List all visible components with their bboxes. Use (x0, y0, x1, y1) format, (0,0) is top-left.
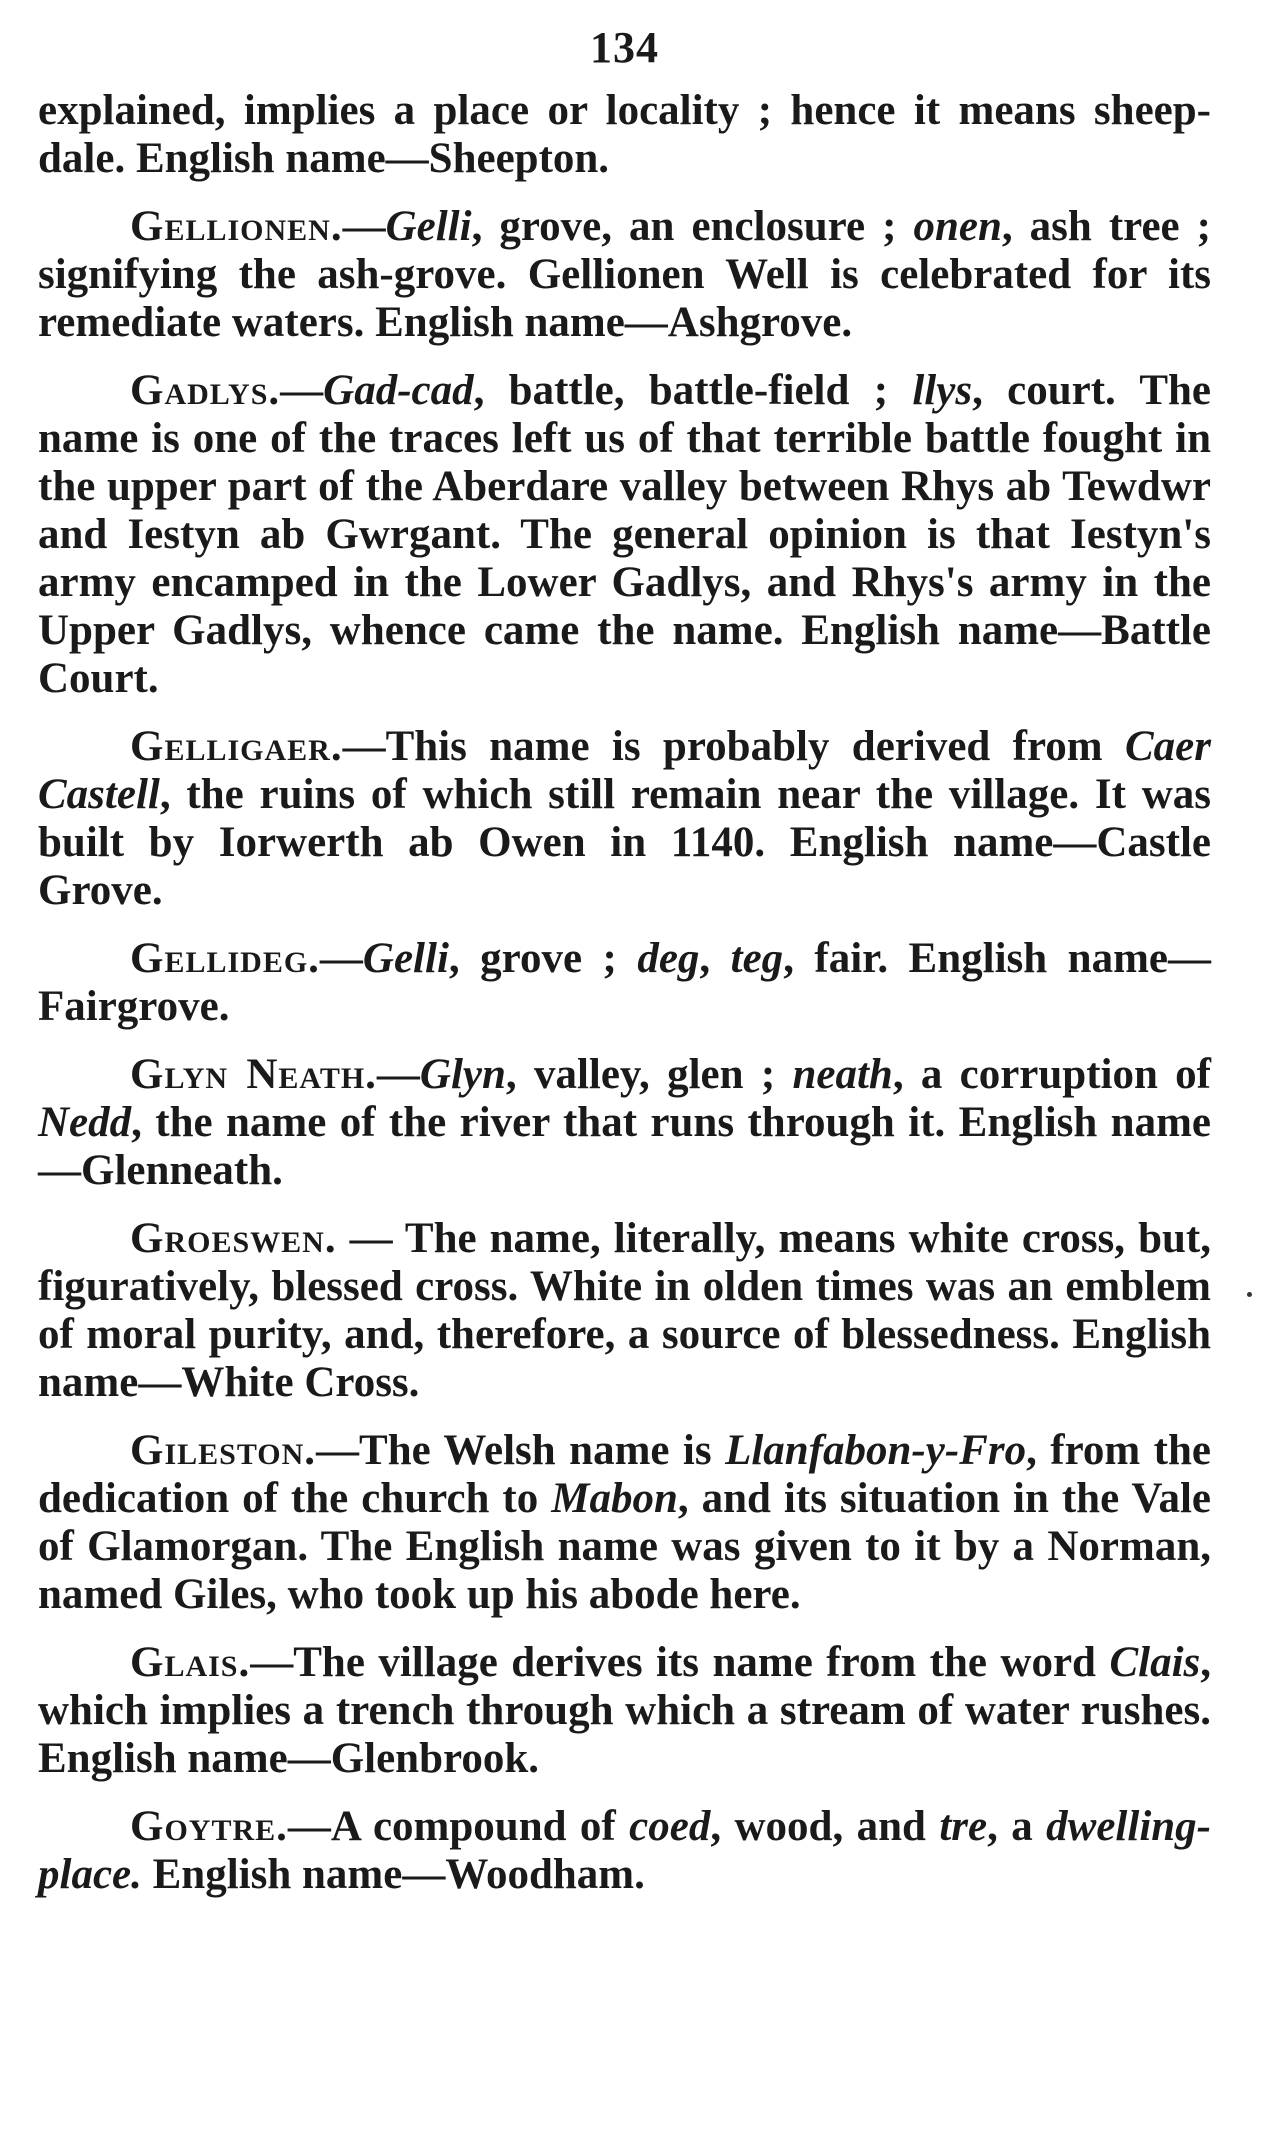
page-body (38, 87, 1211, 1899)
entry-headword: Gellideg. (130, 935, 320, 982)
entry-text: explained, implies a place or locality ; hence it means sheep-dale. English name—Sheepton. (38, 87, 1211, 182)
entry-gellideg (38, 935, 1211, 1031)
entry-text: , a corruption of (892, 1051, 1211, 1098)
entry-headword: Glais. (130, 1639, 251, 1686)
entry-text: , (699, 935, 731, 982)
entry-text: — (376, 1051, 420, 1098)
entry-text: , court. The name is one of the traces left us of that terrible battle fought in the upper part of the Aberdare valley between Rhys ab Tewdwr and Iestyn ab Gwrgant. The general opinion is that Iestyn's army encamped in the Lower Gadlys, and Rhys's army in the Upper Gadlys, whence came the name. English name—Battle Court. (38, 367, 1211, 702)
italic-term: Gad-cad (323, 367, 474, 414)
entry-gelligaer (38, 723, 1211, 915)
italic-term: Gelli (385, 203, 472, 250)
entry-text: —The village derives its name from the word (250, 1639, 1110, 1686)
italic-term: Mabon (551, 1475, 678, 1522)
entry-text: —This name is probably derived from (342, 723, 1125, 770)
entry-headword: Gellionen. (130, 203, 343, 250)
italic-term: tre (939, 1803, 988, 1850)
entry-text: , battle, battle-field ; (473, 367, 913, 414)
entry-headword: Goytre. (130, 1803, 288, 1850)
entry-text: , grove, an enclosure ; (471, 203, 914, 250)
entry-text: —A compound of (287, 1803, 630, 1850)
entry-text: , valley, glen ; (505, 1051, 793, 1098)
entry-text: , fair. English name—Fairgrove. (38, 935, 1211, 1030)
italic-term: teg (730, 935, 784, 982)
print-speck (1247, 1292, 1252, 1297)
italic-term: Caer Castell (38, 723, 1211, 818)
entry-glyn-neath (38, 1051, 1211, 1195)
page-number: 134 (590, 23, 659, 72)
italic-term: llys (912, 367, 973, 414)
entry-text: — The name, literally, means white cross, but, figuratively, blessed cross. White in olden times was an emblem of moral purity, and, therefore, a source of blessedness. English name—White Cross. (38, 1215, 1211, 1406)
entry-text: , a (987, 1803, 1047, 1850)
entry-text: , from the dedication of the church to (38, 1427, 1211, 1522)
entry-groeswen (38, 1215, 1211, 1407)
italic-term: coed (629, 1803, 711, 1850)
italic-term: neath (792, 1051, 893, 1098)
entry-text: — (319, 935, 363, 982)
entry-text: —The Welsh name is (316, 1427, 726, 1474)
italic-term: Clais (1109, 1639, 1201, 1686)
entry-text: , the ruins of which still remain near the village. It was built by Iorwerth ab Owen in 1140. English name—Castle Grove. (38, 771, 1211, 914)
entry-headword: Gelligaer. (130, 723, 343, 770)
italic-term: deg (637, 935, 700, 982)
entry-headword: Glyn Neath. (130, 1051, 377, 1098)
entry-gileston (38, 1427, 1211, 1619)
italic-term: Gelli (362, 935, 449, 982)
entry-glais (38, 1639, 1211, 1783)
entry-text: — (342, 203, 386, 250)
entry-text: , wood, and (710, 1803, 940, 1850)
entry-headword: Gileston. (130, 1427, 317, 1474)
entry-text: , ash tree ; signifying the ash-grove. Gellionen Well is celebrated for its remediate waters. English name—Ashgrove. (38, 203, 1211, 346)
entry-text: , which implies a trench through which a stream of water rushes. English name—Glenbrook. (38, 1639, 1211, 1782)
entry-text: English name—Woodham. (141, 1851, 645, 1898)
entry-gellionen (38, 203, 1211, 347)
italic-term: dwelling-place. (38, 1803, 1211, 1898)
entry-headword: Groeswen. (130, 1215, 337, 1262)
italic-term: Glyn (419, 1051, 506, 1098)
entry-goytre (38, 1803, 1211, 1899)
italic-term: Llanfabon-y-Fro (725, 1427, 1027, 1474)
entry-text: — (280, 367, 324, 414)
entry-text: , the name of the river that runs through it. English name—Glenneath. (38, 1099, 1211, 1194)
entry-text: , and its situation in the Vale of Glamorgan. The English name was given to it by a Norman, named Giles, who took up his abode here. (38, 1475, 1212, 1618)
italic-term: onen (913, 203, 1002, 250)
entry-gadlys (38, 367, 1211, 703)
italic-term: Nedd (38, 1099, 132, 1146)
entry-sheepton (38, 87, 1211, 183)
entry-headword: Gadlys. (130, 367, 281, 414)
entry-text: , grove ; (448, 935, 638, 982)
